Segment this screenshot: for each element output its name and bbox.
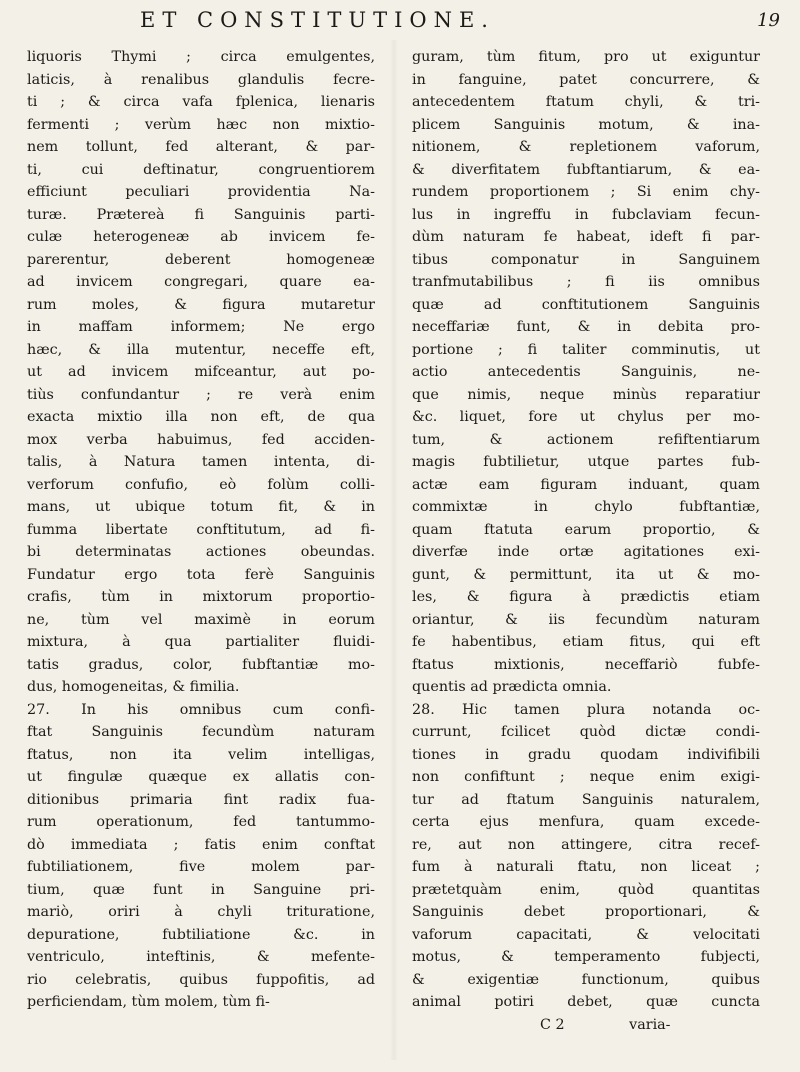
text-line: lus in ingreffu in fubclaviam fecun- xyxy=(412,206,760,223)
footer-line xyxy=(412,1014,760,1037)
text-line: Fundatur ergo tota ferè Sanguinis xyxy=(27,566,375,583)
text-line: tibus componatur in Sanguinem xyxy=(412,251,760,268)
text-line: mans, ut ubique totum fit, & in xyxy=(27,499,375,515)
text-line: tur ad ftatum Sanguinis naturalem, xyxy=(412,791,760,808)
text-line: diverfæ inde ortæ agitationes exi- xyxy=(412,544,760,560)
text-line: les, & figura à prædictis etiam xyxy=(412,589,760,605)
left-column xyxy=(27,46,375,1014)
text-line: 28. Hic tamen plura notanda oc- xyxy=(412,701,760,718)
text-line: prætetquàm enim, quòd quantitas xyxy=(412,881,760,898)
text-line: magis fubtilietur, utque partes fub- xyxy=(412,454,760,470)
text-line: guram, tùm fitum, pro ut exiguntur xyxy=(412,49,760,65)
text-line: tranfmutabilibus ; fi iis omnibus xyxy=(412,274,760,290)
text-line: non confiftunt ; neque enim exigi- xyxy=(412,769,760,785)
page-header xyxy=(140,8,780,38)
text-line: fe habentibus, etiam fitus, qui eft xyxy=(412,634,760,650)
text-line: efficiunt peculiari providentia Na- xyxy=(27,184,375,200)
text-line: portione ; fi taliter comminutis, ut xyxy=(412,341,760,358)
text-line: ut ad invicem mifceantur, aut po- xyxy=(27,364,375,380)
text-line: hæc, & illa mutentur, neceffe eft, xyxy=(27,341,375,358)
text-line: laticis, à renalibus glandulis fecre- xyxy=(27,71,375,88)
text-line: exacta mixtio illa non eft, de qua xyxy=(27,409,375,425)
text-line: tiùs confundantur ; re verà enim xyxy=(27,386,375,403)
text-line: ut fingulæ quæque ex allatis con- xyxy=(27,769,375,785)
text-line: & exigentiæ functionum, quibus xyxy=(412,971,760,988)
text-line: mixtura, à qua partialiter fluidi- xyxy=(27,634,375,650)
text-line: ne, tùm vel maximè in eorum xyxy=(27,611,375,628)
text-line: ventriculo, inteftinis, & mefente- xyxy=(27,949,375,965)
text-line: ftatus, non ita velim intelligas, xyxy=(27,746,375,763)
text-line: vaforum capacitati, & velocitati xyxy=(412,926,760,943)
text-line: quæ ad conftitutionem Sanguinis xyxy=(412,296,760,313)
text-line: commixtæ in chylo fubftantiæ, xyxy=(412,499,760,515)
text-line: nem tollunt, fed alterant, & par- xyxy=(27,139,375,155)
text-line: certa ejus menfura, quam excede- xyxy=(412,814,760,830)
text-line: 27. In his omnibus cum confi- xyxy=(27,701,375,718)
text-line: neceffariæ funt, & in debita pro- xyxy=(412,319,760,335)
text-line: dus, homogeneitas, & fimilia. xyxy=(27,679,240,695)
text-line: dò immediata ; fatis enim conftat xyxy=(27,836,375,853)
text-line: ftatus mixtionis, neceffariò fubfe- xyxy=(412,656,760,673)
catchword: varia- xyxy=(629,1016,671,1033)
text-line: rum operationum, fed tantummo- xyxy=(27,814,375,830)
text-line: plicem Sanguinis motum, & ina- xyxy=(412,116,760,133)
page-fold-shadow xyxy=(390,40,398,1060)
text-line: fubtiliationem, five molem par- xyxy=(27,859,375,875)
text-line: verforum confufio, eò folùm colli- xyxy=(27,476,375,493)
text-line: turæ. Prætereà fi Sanguinis parti- xyxy=(27,206,375,223)
text-line: bi determinatas actiones obeundas. xyxy=(27,544,375,560)
text-line: quam ftatuta earum proportio, & xyxy=(412,521,760,538)
text-line: nitionem, & repletionem vaforum, xyxy=(412,139,760,155)
text-line: oriantur, & iis fecundùm naturam xyxy=(412,611,760,628)
text-line: quentis ad prædicta omnia. xyxy=(412,679,612,695)
text-line: depuratione, fubtiliatione &c. in xyxy=(27,926,375,943)
signature-mark: C 2 xyxy=(540,1016,565,1033)
page-number: 19 xyxy=(757,10,780,31)
text-line: parerentur, deberent homogeneæ xyxy=(27,251,375,268)
text-line: rio celebratis, quibus fuppofitis, ad xyxy=(27,971,375,988)
text-line: ti ; & circa vafa fplenica, lienaris xyxy=(27,94,375,110)
text-line: culæ heterogeneæ ab invicem fe- xyxy=(27,229,375,245)
right-column-lines xyxy=(412,46,760,1014)
text-line: mariò, oriri à chyli trituratione, xyxy=(27,904,375,920)
text-line: fum à naturali ftatu, non liceat ; xyxy=(412,859,760,875)
text-line: talis, à Natura tamen intenta, di- xyxy=(27,454,375,470)
text-line: fumma libertate conftitutum, ad fi- xyxy=(27,521,375,538)
running-title: ET CONSTITUTIONE. xyxy=(140,8,495,32)
text-line: &c. liquet, fore ut chylus per mo- xyxy=(412,409,760,425)
text-line: liquoris Thymi ; circa emulgentes, xyxy=(27,49,375,65)
text-line: perficiendam, tùm molem, tùm fi- xyxy=(27,994,270,1010)
text-line: rum moles, & figura mutaretur xyxy=(27,296,375,313)
text-line: tiones in gradu quodam indivifibili xyxy=(412,746,760,763)
text-line: actio antecedentis Sanguinis, ne- xyxy=(412,364,760,380)
text-line: tium, quæ funt in Sanguine pri- xyxy=(27,881,375,898)
text-line: tatis gradus, color, fubftantiæ mo- xyxy=(27,656,375,673)
text-line: crafis, tùm in mixtorum proportio- xyxy=(27,589,375,605)
text-line: actæ eam figuram induant, quam xyxy=(412,476,760,493)
text-line: currunt, fcilicet quòd dictæ condi- xyxy=(412,724,760,740)
text-line: ditionibus primaria fint radix fua- xyxy=(27,791,375,808)
text-line: & diverfitatem fubftantiarum, & ea- xyxy=(412,161,760,178)
text-line: in fanguine, patet concurrere, & xyxy=(412,71,760,88)
text-line: dùm naturam fe habeat, ideft fi par- xyxy=(412,229,760,245)
text-line: fermenti ; verùm hæc non mixtio- xyxy=(27,116,375,133)
text-line: antecedentem ftatum chyli, & tri- xyxy=(412,94,760,110)
text-line: rundem proportionem ; Si enim chy- xyxy=(412,184,760,200)
text-line: ti, cui deftinatur, congruentiorem xyxy=(27,161,375,178)
text-line: tum, & actionem refiftentiarum xyxy=(412,431,760,448)
right-column xyxy=(412,46,760,1036)
text-line: in maffam informem; Ne ergo xyxy=(27,319,375,335)
text-line: motus, & temperamento fubjecti, xyxy=(412,949,760,965)
text-line: Sanguinis debet proportionari, & xyxy=(412,904,760,920)
text-line: re, aut non attingere, citra recef- xyxy=(412,836,760,853)
text-line: animal potiri debet, quæ cuncta xyxy=(412,994,760,1010)
text-line: que nimis, neque minùs reparatiur xyxy=(412,386,760,403)
text-line: mox verba habuimus, fed acciden- xyxy=(27,431,375,448)
text-line: gunt, & permittunt, ita ut & mo- xyxy=(412,566,760,583)
text-line: ftat Sanguinis fecundùm naturam xyxy=(27,724,375,740)
text-line: ad invicem congregari, quare ea- xyxy=(27,274,375,290)
